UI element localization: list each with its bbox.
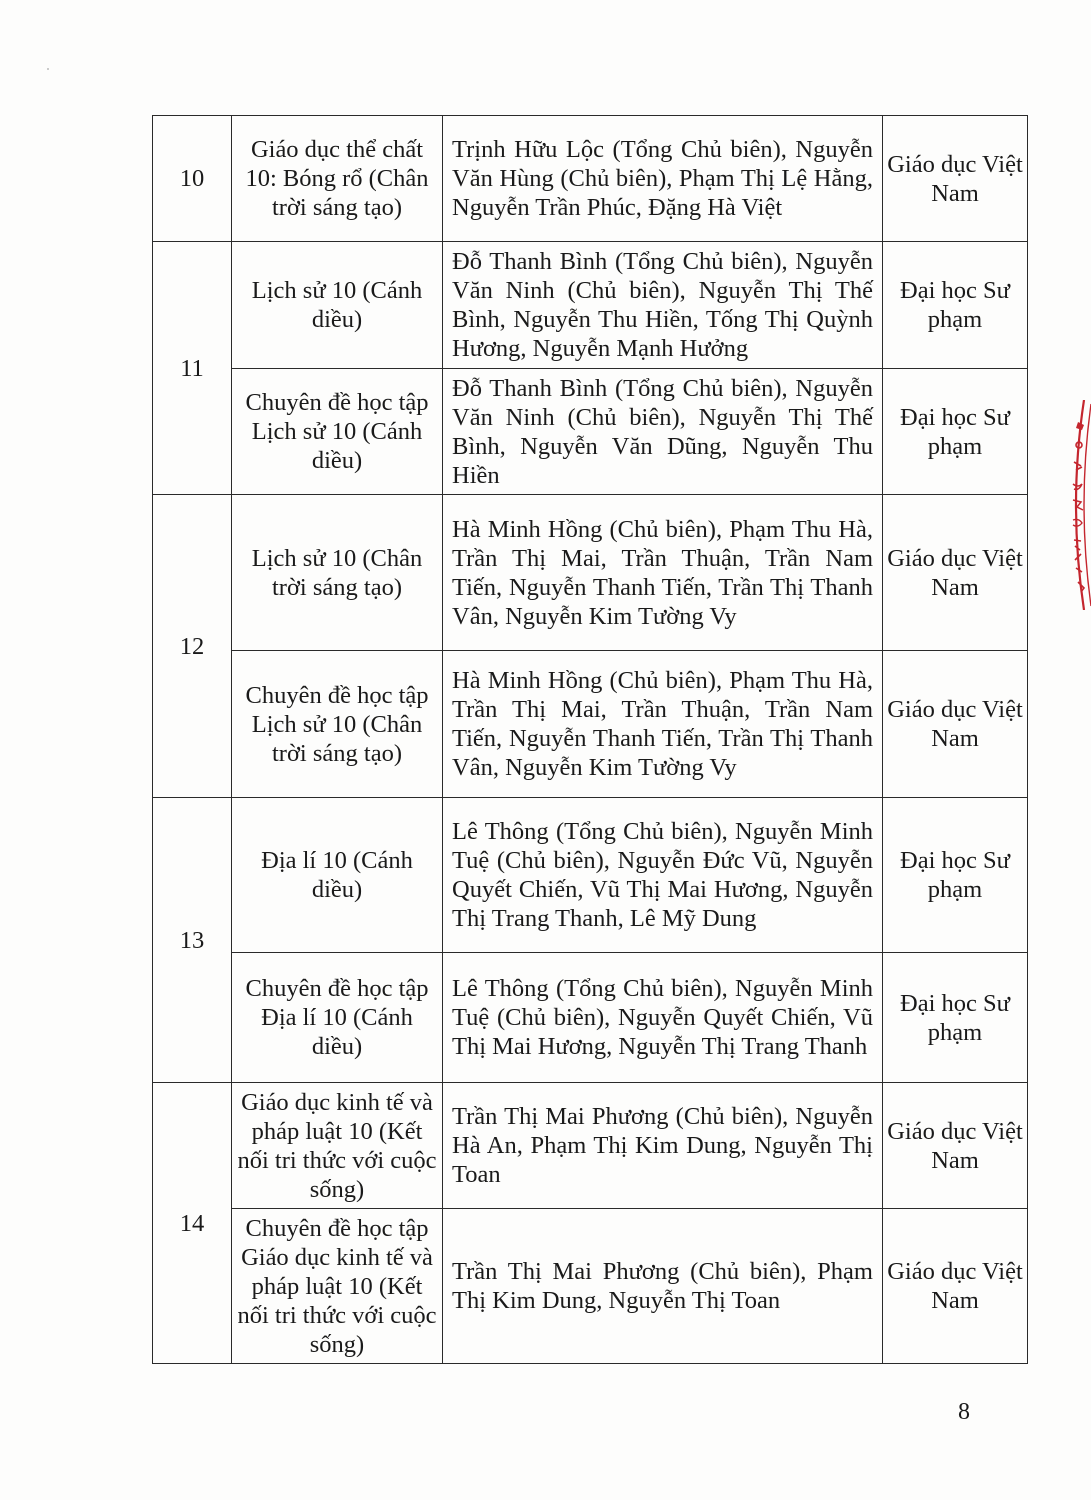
row-number: 12 [153, 495, 232, 798]
table-row [153, 798, 1028, 953]
book-title: Lịch sử 10 (Cánh diều) [232, 242, 443, 369]
book-title: Địa lí 10 (Cánh diều) [232, 798, 443, 953]
book-publisher: Đại học Sư phạm [883, 798, 1028, 953]
row-number: 13 [153, 798, 232, 1083]
book-title: Chuyên đề học tập Giáo dục kinh tế và pháp luật 10 (Kết nối tri thức với cuộc sống) [232, 1209, 443, 1364]
red-seal-edge [1064, 400, 1091, 610]
table-row [153, 242, 1028, 369]
book-authors: Trần Thị Mai Phương (Chủ biên), Phạm Thị Kim Dung, Nguyễn Thị Toan [443, 1209, 883, 1364]
scan-speck [47, 68, 49, 70]
book-publisher: Đại học Sư phạm [883, 953, 1028, 1083]
table-row [153, 369, 1028, 495]
book-title: Giáo dục kinh tế và pháp luật 10 (Kết nối tri thức với cuộc sống) [232, 1083, 443, 1209]
row-number: 14 [153, 1083, 232, 1364]
book-authors: Đỗ Thanh Bình (Tổng Chủ biên), Nguyễn Văn Ninh (Chủ biên), Nguyễn Thị Thế Bình, Nguyễn Thu Hiền, Tống Thị Quỳnh Hương, Nguyễn Mạnh Hưởng [443, 242, 883, 369]
book-publisher: Giáo dục Việt Nam [883, 495, 1028, 651]
book-publisher: Giáo dục Việt Nam [883, 651, 1028, 798]
book-title: Giáo dục thể chất 10: Bóng rổ (Chân trời sáng tạo) [232, 116, 443, 242]
row-number: 11 [153, 242, 232, 495]
book-publisher: Giáo dục Việt Nam [883, 1209, 1028, 1364]
table-row [153, 495, 1028, 651]
book-title: Chuyên đề học tập Lịch sử 10 (Chân trời sáng tạo) [232, 651, 443, 798]
book-publisher: Đại học Sư phạm [883, 242, 1028, 369]
table-row [153, 1083, 1028, 1209]
book-authors: Lê Thông (Tổng Chủ biên), Nguyễn Minh Tuệ (Chủ biên), Nguyễn Đức Vũ, Nguyễn Quyết Chiến, Vũ Thị Mai Hương, Nguyễn Thị Trang Thanh, Lê Mỹ Dung [443, 798, 883, 953]
book-title: Chuyên đề học tập Lịch sử 10 (Cánh diều) [232, 369, 443, 495]
book-title: Chuyên đề học tập Địa lí 10 (Cánh diều) [232, 953, 443, 1083]
table-row [153, 1209, 1028, 1364]
row-number: 10 [153, 116, 232, 242]
book-publisher: Giáo dục Việt Nam [883, 116, 1028, 242]
book-publisher: Giáo dục Việt Nam [883, 1083, 1028, 1209]
book-authors: Hà Minh Hồng (Chủ biên), Phạm Thu Hà, Trần Thị Mai, Trần Thuận, Trần Nam Tiến, Nguyễn Thanh Tiến, Trần Thị Thanh Vân, Nguyễn Kim Tường Vy [443, 495, 883, 651]
book-authors: Đỗ Thanh Bình (Tổng Chủ biên), Nguyễn Văn Ninh (Chủ biên), Nguyễn Thị Thế Bình, Nguyễn Văn Dũng, Nguyễn Thu Hiền [443, 369, 883, 495]
textbook-table [152, 115, 1028, 1364]
seal-arc-icon [1064, 400, 1091, 610]
book-authors: Trịnh Hữu Lộc (Tổng Chủ biên), Nguyễn Văn Hùng (Chủ biên), Phạm Thị Lệ Hằng, Nguyễn Trần Phúc, Đặng Hà Việt [443, 116, 883, 242]
book-title: Lịch sử 10 (Chân trời sáng tạo) [232, 495, 443, 651]
book-authors: Lê Thông (Tổng Chủ biên), Nguyễn Minh Tuệ (Chủ biên), Nguyễn Quyết Chiến, Vũ Thị Mai Hương, Nguyễn Thị Trang Thanh [443, 953, 883, 1083]
book-authors: Trần Thị Mai Phương (Chủ biên), Nguyễn Hà An, Phạm Thị Kim Dung, Nguyễn Thị Toan [443, 1083, 883, 1209]
table-row [153, 953, 1028, 1083]
book-publisher: Đại học Sư phạm [883, 369, 1028, 495]
page-number: 8 [958, 1399, 970, 1425]
table-row [153, 116, 1028, 242]
table-row [153, 651, 1028, 798]
book-authors: Hà Minh Hồng (Chủ biên), Phạm Thu Hà, Trần Thị Mai, Trần Thuận, Trần Nam Tiến, Nguyễn Thanh Tiến, Trần Thị Thanh Vân, Nguyễn Kim Tường Vy [443, 651, 883, 798]
